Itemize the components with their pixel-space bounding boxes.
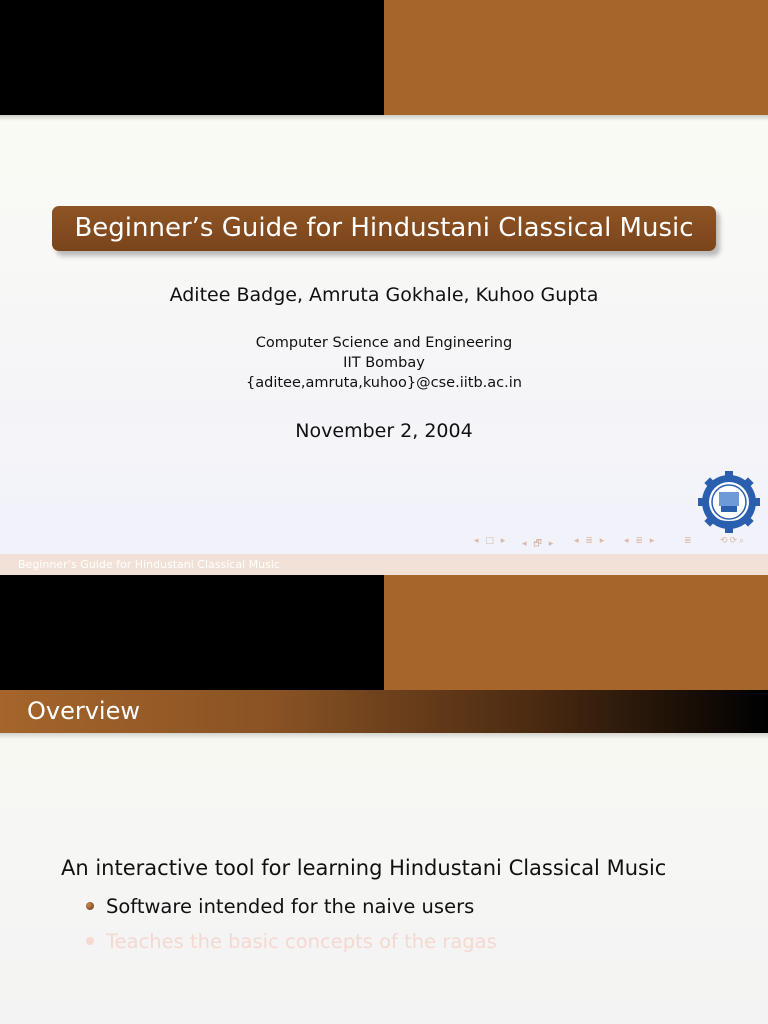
header-nav-panel bbox=[0, 575, 384, 690]
bullet-icon bbox=[86, 902, 94, 910]
institution: IIT Bombay bbox=[343, 355, 425, 371]
bullet-text: Teaches the basic concepts of the ragas bbox=[106, 930, 497, 953]
footer-title: Beginner’s Guide for Hindustani Classical Music bbox=[18, 558, 280, 571]
presentation-date: November 2, 2004 bbox=[295, 420, 473, 442]
slide-header bbox=[0, 0, 768, 115]
intro-text: An interactive tool for learning Hindustani Classical Music bbox=[61, 856, 667, 880]
frame-title-bar bbox=[0, 690, 768, 733]
header-shadow bbox=[0, 115, 768, 121]
list-item bbox=[86, 895, 474, 918]
presentation-title: Beginner’s Guide for Hindustani Classical Music bbox=[52, 206, 716, 251]
slide-header bbox=[0, 575, 768, 690]
list-item bbox=[86, 930, 497, 953]
frame-nav-control[interactable]: ◂ □ ▸ bbox=[474, 536, 508, 546]
toc-nav-control[interactable]: ≣ bbox=[684, 536, 694, 546]
header-accent-panel bbox=[384, 575, 768, 690]
institute-block bbox=[0, 333, 768, 393]
frame-title-shadow bbox=[0, 733, 768, 739]
section-nav-control[interactable]: ◂ ≣ ▸ bbox=[574, 536, 607, 546]
bullet-text: Software intended for the naive users bbox=[106, 895, 475, 918]
subsection-list-nav-control[interactable]: ◂ ≣ ▸ bbox=[624, 536, 657, 546]
department: Computer Science and Engineering bbox=[255, 335, 513, 351]
subsection-nav-control[interactable]: ◂ 🗗 ▸ bbox=[522, 539, 556, 549]
bullet-icon bbox=[86, 937, 94, 945]
search-back-forward-controls[interactable]: ⟲⟳⌕ bbox=[720, 536, 747, 546]
iit-bombay-logo-icon bbox=[697, 470, 761, 534]
slide-footer bbox=[0, 554, 768, 575]
frame-title: Overview bbox=[27, 697, 140, 725]
authors: Aditee Badge, Amruta Gokhale, Kuhoo Gupta bbox=[169, 284, 599, 306]
emails: {aditee,amruta,kuhoo}@cse.iitb.ac.in bbox=[246, 375, 522, 391]
header-accent-panel bbox=[384, 0, 768, 115]
header-nav-panel bbox=[0, 0, 384, 115]
overview-slide bbox=[0, 575, 768, 1024]
